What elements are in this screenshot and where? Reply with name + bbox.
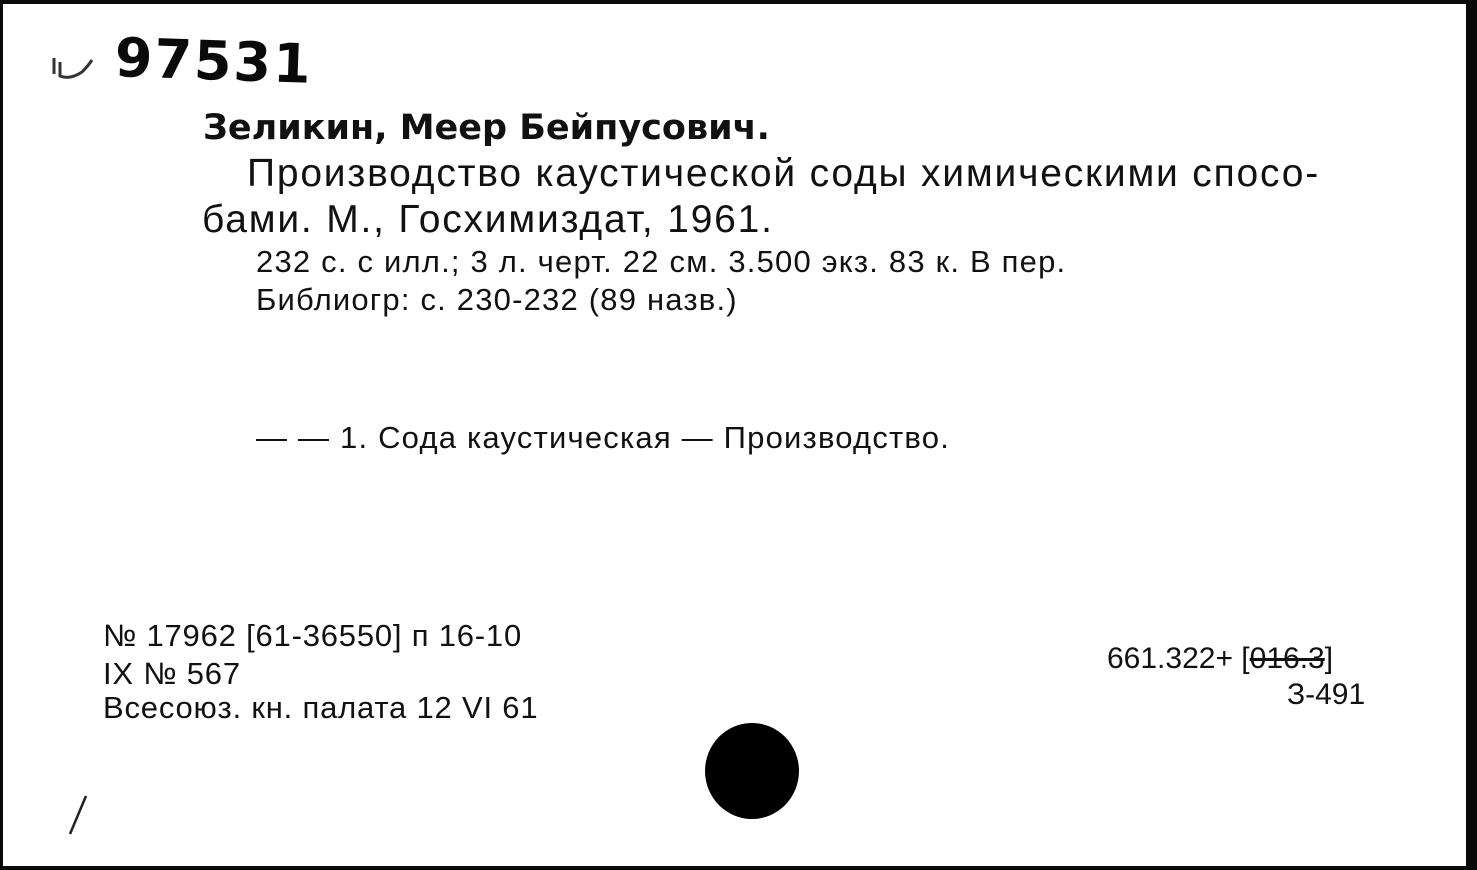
classification-struck: 016.3: [1249, 642, 1325, 675]
imprint-line-1: № 17962 [61-36550] п 16-10: [103, 618, 523, 653]
classification-main: 661.322+ [: [1107, 642, 1250, 675]
cutter-number: З-491: [1287, 678, 1366, 711]
imprint-line-3: Всесоюз. кн. палата 12 VI 61: [103, 690, 539, 725]
card-border-top: [0, 0, 1477, 4]
physical-description: 232 с. с илл.; 3 л. черт. 22 см. 3.500 экз. 83 к. В пер.: [256, 244, 1067, 279]
author-heading: Зеликин, Меер Бейпусович.: [203, 108, 770, 148]
classification-end: ]: [1324, 642, 1334, 675]
bibliography-note: Библиогр: с. 230-232 (89 назв.): [256, 282, 738, 317]
subject-heading: — — 1. Сода каустическая — Производство.: [256, 420, 951, 455]
pencil-slash-mark-icon: [62, 792, 92, 840]
punch-hole: [705, 723, 799, 819]
card-border-left: [0, 0, 3, 870]
handwritten-accession-number: 97531: [113, 26, 314, 96]
title-line-2: бами. М., Госхимиздат, 1961.: [202, 198, 774, 241]
title-line-1: Производство каустической соды химическими спосо-: [247, 152, 1321, 195]
card-border-right: [1466, 0, 1477, 870]
card-border-bottom: [0, 866, 1477, 870]
classification-number: [1107, 642, 1333, 676]
imprint-line-2: IX № 567: [103, 656, 241, 691]
stamp-mark-icon: [48, 50, 98, 80]
